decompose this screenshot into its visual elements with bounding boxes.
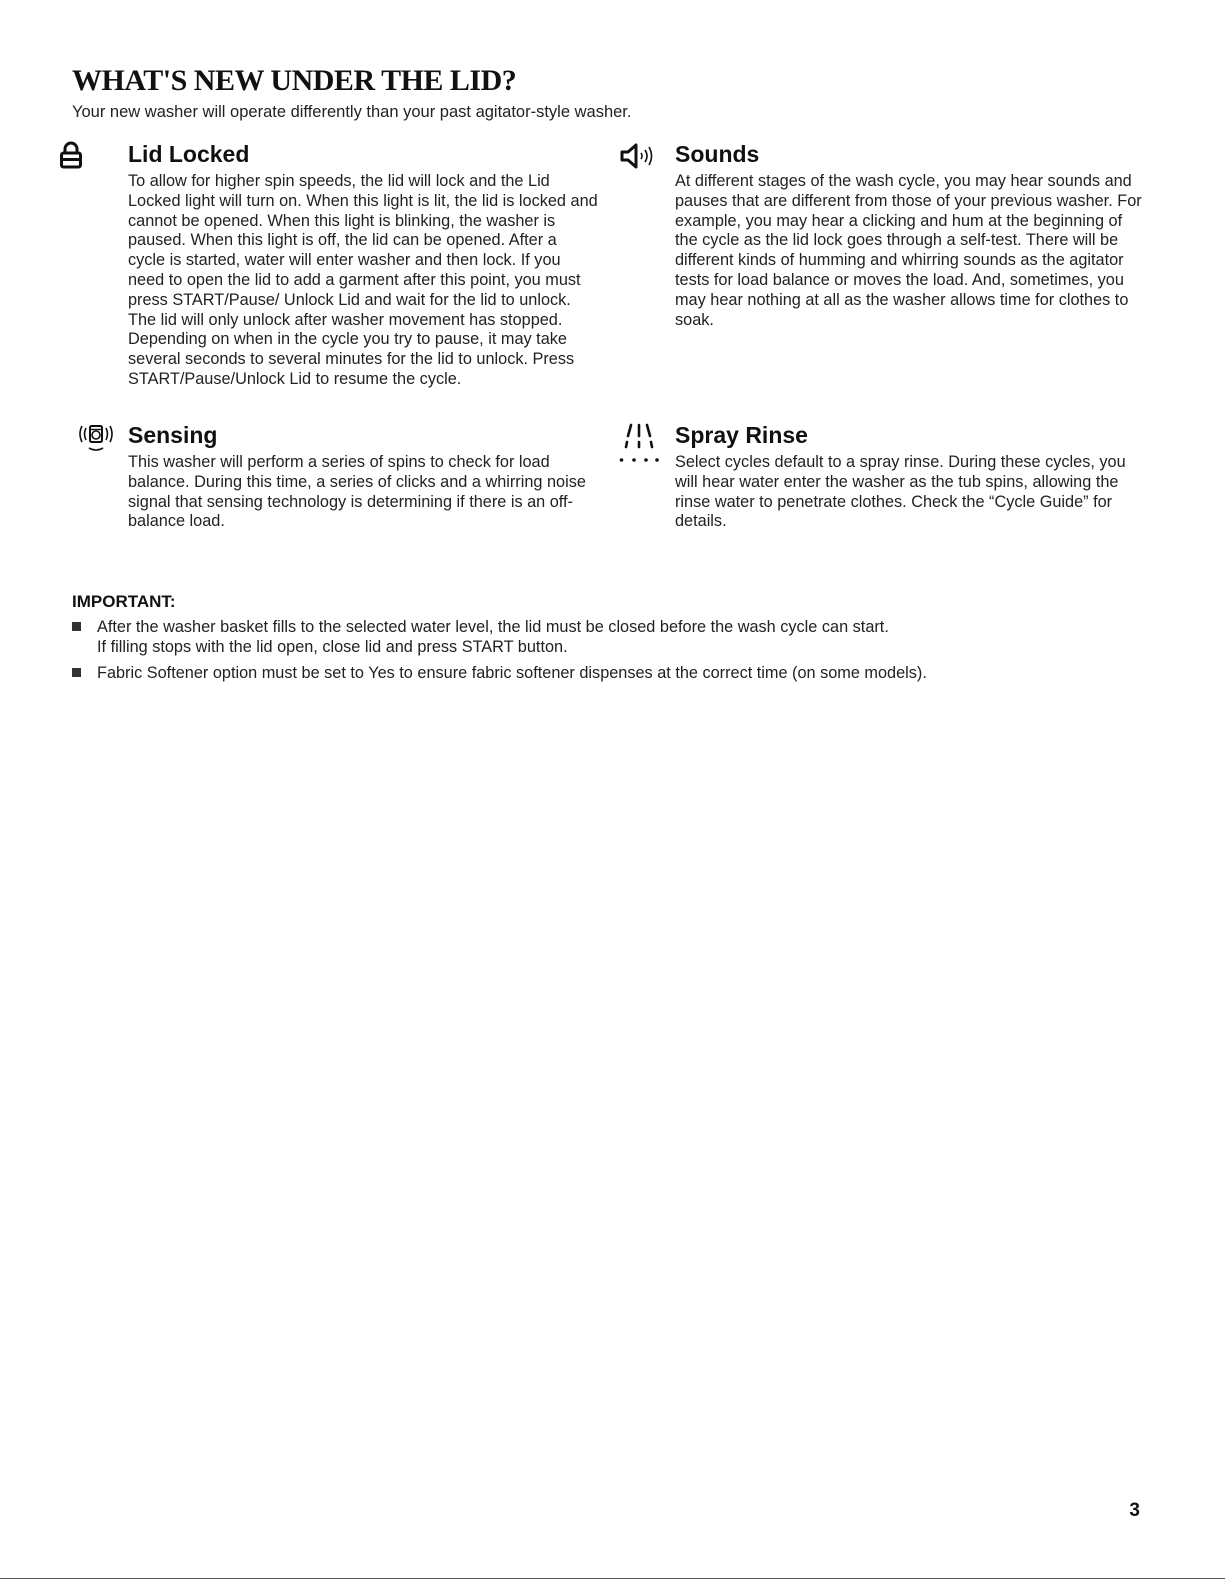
page-title: WHAT'S NEW UNDER THE LID? [72,64,517,97]
section-heading: Sounds [675,141,760,167]
list-item-line: After the washer basket fills to the selected water level, the lid must be closed before the wash cycle can start. [97,618,889,636]
list-item [72,617,1172,657]
spray-icon [619,422,659,471]
section-body: At different stages of the wash cycle, you may hear sounds and pauses that are different from those of your previous washer. For example, you may hear a clicking and hum at the beginning of the cycle as the lid lock goes through a self-test. There will be different kinds of humming and whirring sounds as the agitator tests for load balance or moves the load. And, sometimes, you may hear nothing at all as the washer allows time for clothes to soak. [675,172,1142,329]
footer-rule [0,1578,1225,1579]
page-subtitle: Your new washer will operate differently than your past agitator-style washer. [72,103,632,121]
list-item-line: If filling stops with the lid open, close lid and press START button. [97,638,568,656]
important-heading: IMPORTANT: [72,592,176,611]
section-body: This washer will perform a series of spins to check for load balance. During this time, a series of clicks and a whirring noise signal that sensing technology is determining if there is an off-balance load. [128,453,586,531]
section-body: To allow for higher spin speeds, the lid will lock and the Lid Locked light will turn on. When this light is lit, the lid is locked and cannot be opened. When this light is blinking, the washer is paused. When this light is off, the lid can be opened. After a cycle is started, water will enter washer and then lock. If you need to open the lid to add a garment after this point, you must press START/Pause/ Unlock Lid and wait for the lid to unlock. The lid will only unlock after washer movement has stopped. Depending on when in the cycle you try to pause, it may take several seconds to several minutes for the lid to unlock. Press START/Pause/Unlock Lid to resume the cycle. [128,172,598,388]
important-list [72,617,1172,689]
section-body: Select cycles default to a spray rinse. During these cycles, you will hear water enter the washer as the tub spins, allowing the rinse water to penetrate clothes. Check the “Cycle Guide” for details. [675,453,1126,531]
lock-icon [60,141,82,174]
section-heading: Lid Locked [128,141,250,167]
speaker-icon [619,141,663,178]
section-heading: Sensing [128,422,218,448]
page-number: 3 [1129,1500,1140,1521]
list-item [72,663,1172,683]
bullet-square-icon [72,622,81,631]
sensing-icon [78,420,114,459]
section-heading: Spray Rinse [675,422,808,448]
list-item-line: Fabric Softener option must be set to Yes to ensure fabric softener dispenses at the correct time (on some models). [97,664,927,682]
bullet-square-icon [72,668,81,677]
